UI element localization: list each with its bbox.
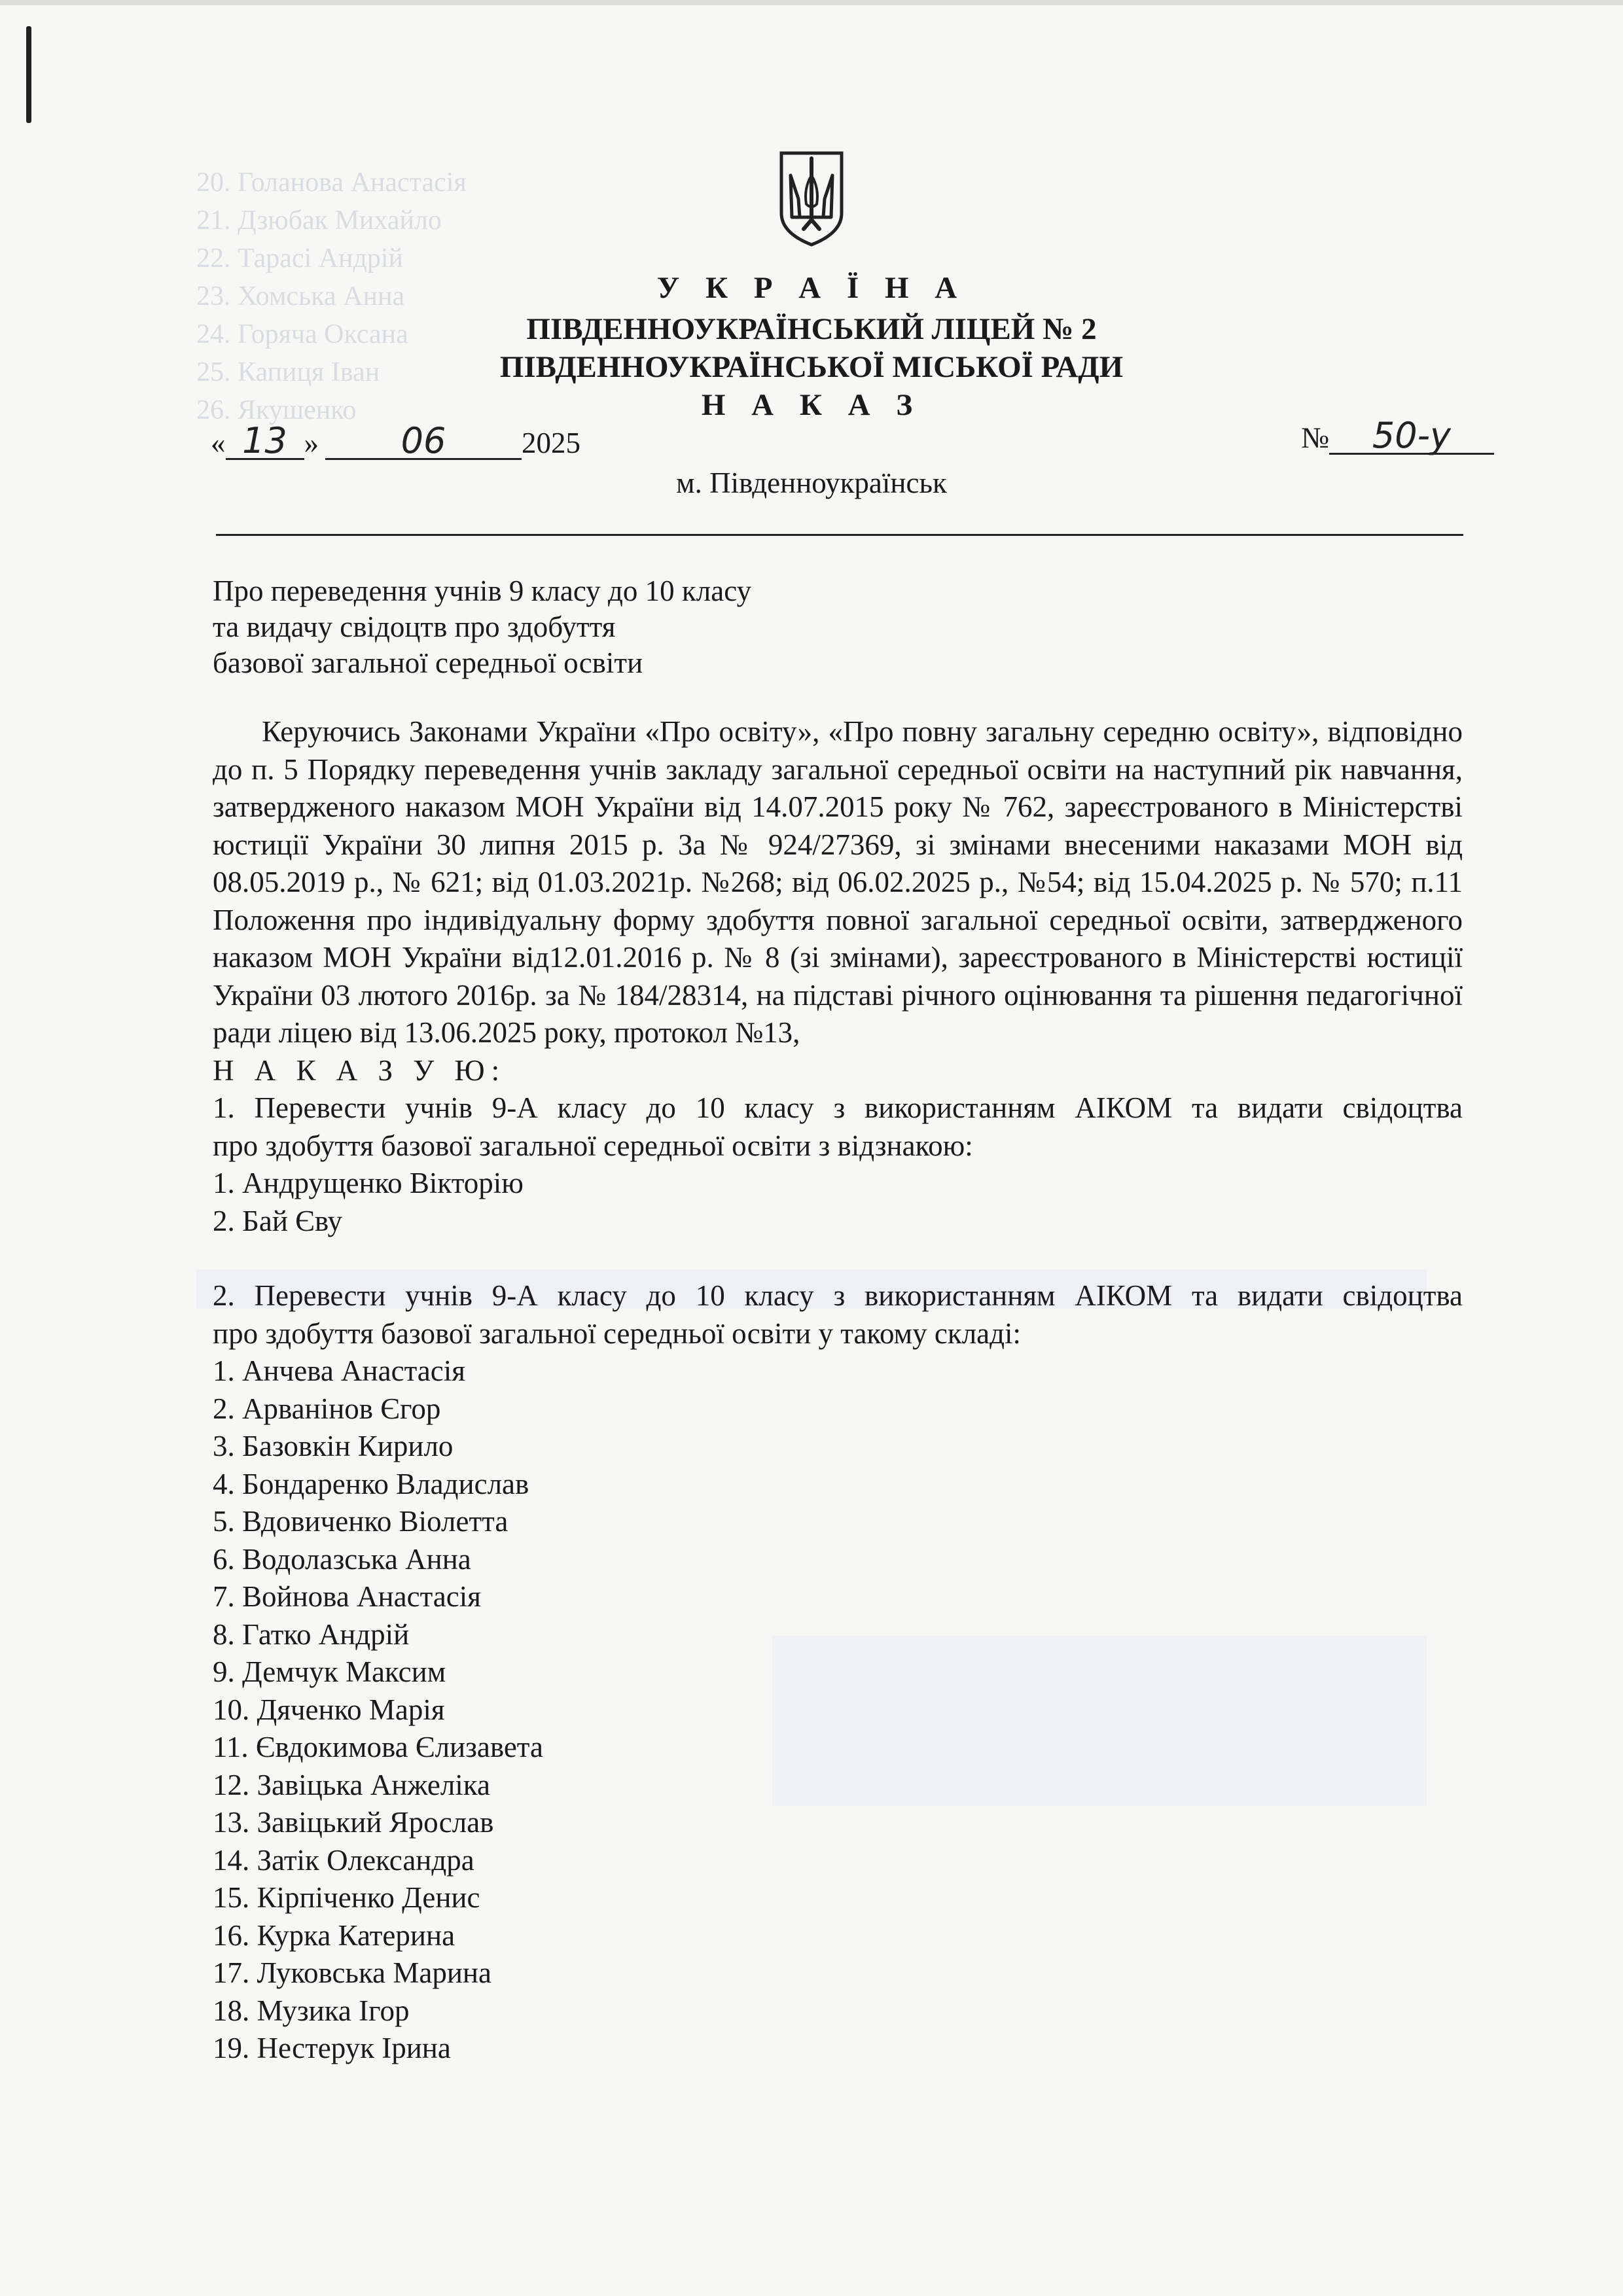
order-month: 06: [325, 424, 522, 460]
order-number-prefix: №: [1301, 421, 1329, 454]
bleed-line: 22. Тарасі Андрій: [196, 243, 404, 274]
date-close-quote: »: [304, 427, 319, 459]
list-item: 2. Арванінов Єгор: [213, 1392, 441, 1425]
header-school-council: ПІВДЕННОУКРАЇНСЬКОЇ МІСЬКОЇ РАДИ: [499, 350, 1124, 384]
list-item: 5. Вдовиченко Віолетта: [213, 1505, 508, 1538]
section-gap: [213, 1240, 1463, 1277]
list-item: 7. Войнова Анастасія: [213, 1580, 481, 1613]
list-item: 12. Завіцька Анжеліка: [213, 1768, 490, 1801]
bleed-line: 26. Якушенко: [196, 395, 357, 425]
order-city: м. Південноукраїнськ: [676, 467, 947, 499]
order-day: 13: [226, 424, 304, 460]
list-item: 9. Демчук Максим: [213, 1655, 446, 1688]
date-open-quote: «: [211, 427, 226, 459]
list-item: 6. Водолазська Анна: [213, 1542, 471, 1576]
header-document-type: Н А К А З: [701, 388, 922, 422]
subject-line: базової загальної середньої освіти: [213, 646, 643, 679]
list-item: 18. Музика Ігор: [213, 1994, 410, 2027]
header-divider: [216, 534, 1463, 536]
list-item: 10. Дяченко Марія: [213, 1693, 445, 1726]
bleed-line: 23. Хомська Анна: [196, 281, 405, 311]
order-date: [211, 420, 580, 461]
list-item: 8. Гатко Андрій: [213, 1617, 410, 1651]
order-subject: [213, 573, 751, 681]
list-item: 1. Андрущенко Вікторію: [213, 1167, 524, 1199]
bleed-line: 25. Капиця Іван: [196, 357, 380, 387]
subject-line: Про переведення учнів 9 класу до 10 класу: [213, 574, 752, 607]
item2-text: 2. Перевести учнів 9-А класу до 10 класу з використанням АІКОМ та видати свідоцтва: [213, 1279, 1463, 1312]
list-item: 3. Базовкін Кирило: [213, 1430, 454, 1462]
preamble-paragraph: Керуючись Законами України «Про освіту», «Про повну загальну середню освіту», відповідно до п. 5 Порядку переведення учнів закладу загальної середньої освіти на наступний рік навчання, затвердженого наказом МОН України від 14.07.2015 року № 762, зареєстрованого в Міністерстві юстиції України 30 липня 2015 р. За № 924/27369, зі змінами внесеними наказами МОН від 08.05.2019 р., № 621; від 01.03.2021р. №268; від 06.02.2025 р., №54; від 15.04.2025 р. № 570; п.11 Положення про індивідуальну форму здобуття повної загальної середньої освіти, затвердженого наказом МОН України від12.01.2016 р. № 8 (зі змінами), зареєстрованого в Міністерстві юстиції України 03 лютого 2016р. за № 184/28314, на підставі річного оцінювання та рішення педагогічної ради ліцею від 13.06.2025 року, протокол №13,: [213, 715, 1463, 1049]
order-word: Н А К А З У Ю:: [213, 1053, 507, 1087]
list-item: 4. Бондаренко Владислав: [213, 1467, 529, 1500]
list-item: 15. Кірпіченко Денис: [213, 1881, 480, 1914]
item2-text-cont: про здобуття базової загальної середньої освіти у такому складі:: [213, 1316, 1022, 1350]
subject-line: та видачу свідоцтв про здобуття: [213, 610, 616, 643]
list-item: 19. Нестерук Ірина: [213, 2032, 451, 2064]
bleed-line: 24. Горяча Оксана: [196, 319, 408, 349]
list-item: 11. Євдокимова Єлизавета: [213, 1731, 543, 1763]
binder-mark: [26, 26, 31, 123]
list-item: 17. Луковська Марина: [213, 1956, 491, 1989]
list-item: 13. Завіцький Ярослав: [213, 1806, 494, 1839]
list-item: 2. Бай Єву: [213, 1204, 343, 1237]
item1-text-cont: про здобуття базової загальної середньої освіти з відзнакою:: [213, 1129, 973, 1162]
bleed-line: 21. Дзюбак Михайло: [196, 205, 442, 236]
order-year: 2025: [522, 427, 580, 459]
header-school-name: ПІВДЕННОУКРАЇНСЬКИЙ ЛІЦЕЙ № 2: [526, 312, 1097, 346]
item1-text: 1. Перевести учнів 9-А класу до 10 класу з використанням АІКОМ та видати свідоцтва: [213, 1091, 1463, 1124]
header-country: У К Р А Ї Н А: [656, 271, 967, 305]
list-item: 16. Курка Катерина: [213, 1918, 455, 1952]
list-item: 14. Затік Олександра: [213, 1843, 474, 1877]
order-body: [213, 713, 1463, 2068]
order-number: [1301, 415, 1494, 456]
order-number-value: 50-у: [1329, 419, 1494, 455]
trident-crest-icon: [777, 149, 846, 247]
scan-edge: [0, 0, 1623, 5]
list-item: 1. Анчева Анастасія: [213, 1354, 465, 1387]
bleed-line: 20. Голанова Анастасія: [196, 168, 467, 198]
